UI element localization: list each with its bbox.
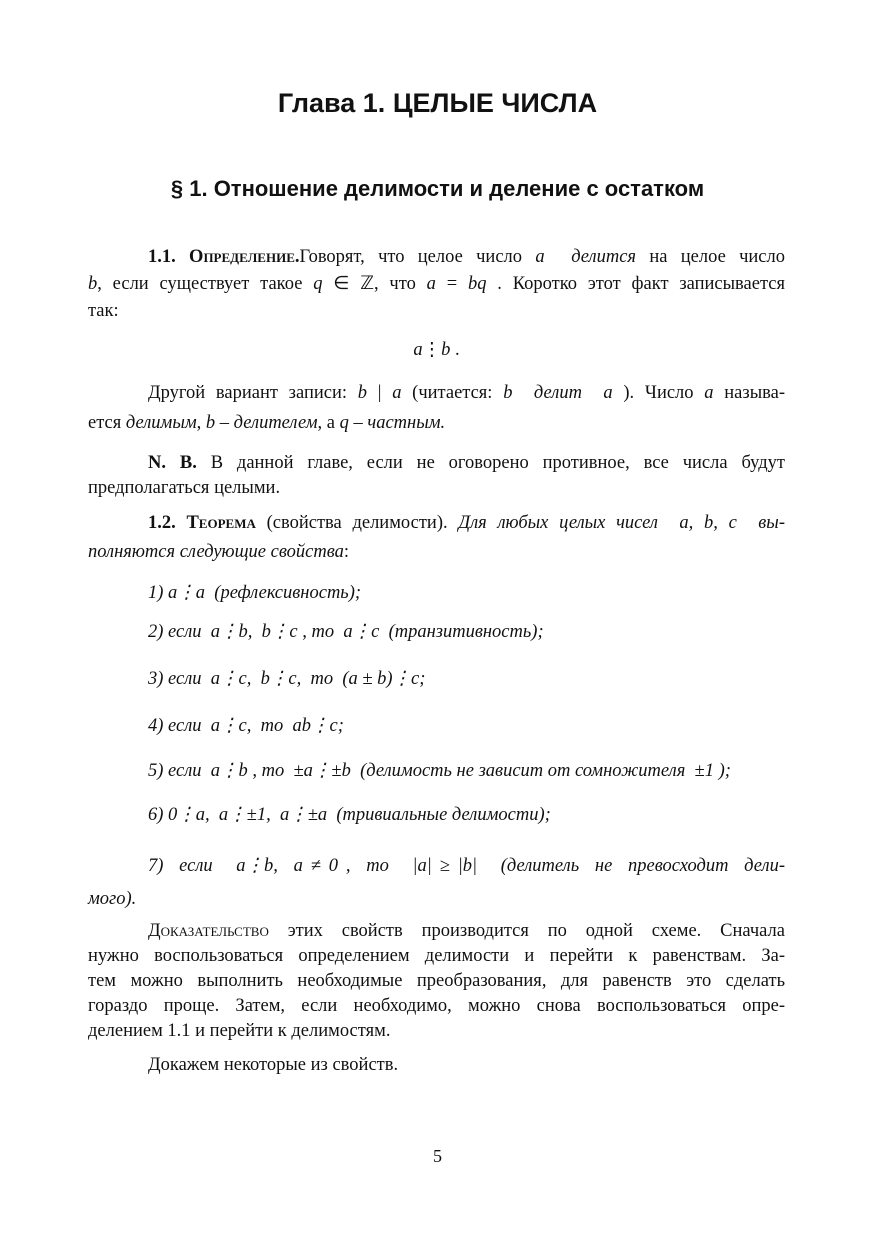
text-segment: a bbox=[413, 340, 423, 360]
text-line bbox=[88, 883, 785, 916]
text-segment: Для любых целых чисел a, b, c вы- bbox=[458, 513, 785, 533]
text-segment: = bbox=[435, 274, 468, 294]
text-line bbox=[88, 969, 785, 994]
text-segment: b bbox=[357, 383, 367, 403]
text-segment: b bbox=[441, 340, 451, 360]
text-segment: (читается: bbox=[401, 383, 504, 403]
text-segment: 1.2. Теорема bbox=[148, 513, 256, 533]
section-title: § 1. Отношение делимости и деление с остатком bbox=[170, 176, 705, 201]
text-segment: называ- bbox=[713, 383, 785, 403]
text-segment: делимым bbox=[125, 413, 197, 433]
text-segment: Другой вариант записи: bbox=[148, 383, 358, 403]
text-segment: полняются следующие свойства bbox=[88, 542, 344, 562]
text-line bbox=[88, 802, 785, 829]
theorem-1-2 bbox=[88, 509, 785, 567]
text-segment: q bbox=[339, 413, 349, 433]
text-line bbox=[88, 509, 785, 538]
text-segment: , bbox=[196, 413, 206, 433]
text-segment: – делителем bbox=[215, 413, 318, 433]
text-segment: | bbox=[367, 383, 393, 403]
text-segment: ∈ ℤ, что bbox=[322, 274, 427, 294]
text-segment: предполагаться целыми. bbox=[88, 478, 281, 498]
text-line bbox=[88, 337, 785, 364]
text-line bbox=[88, 476, 785, 501]
proof-remark bbox=[88, 919, 785, 1044]
text-line bbox=[88, 538, 785, 567]
text-segment: . Коротко этот факт записывается bbox=[486, 274, 785, 294]
text-segment: тем можно выполнить необходимые преобразования, для равенств это сделать bbox=[88, 971, 785, 991]
text-line bbox=[88, 994, 785, 1019]
text-line bbox=[88, 713, 785, 740]
text-line bbox=[88, 919, 785, 944]
text-segment: на целое число bbox=[636, 247, 785, 267]
text-segment: q bbox=[313, 274, 323, 294]
text-segment: 3) если a⋮c, b⋮c, то (a ± b)⋮c; bbox=[148, 669, 426, 689]
text-line bbox=[88, 850, 785, 883]
text-segment: 6) 0⋮a, a⋮±1, a⋮±a (тривиальные делимости); bbox=[148, 805, 551, 825]
chapter-title: Глава 1. ЦЕЛЫЕ ЧИСЛА bbox=[277, 88, 598, 118]
text-segment: , а bbox=[317, 413, 340, 433]
property-6 bbox=[88, 802, 785, 829]
text-segment: Говорят, что целое число bbox=[299, 247, 536, 267]
text-line bbox=[88, 298, 785, 325]
text-segment: bq bbox=[467, 274, 487, 294]
property-4 bbox=[88, 713, 785, 740]
property-2 bbox=[88, 619, 785, 646]
alt-notation bbox=[88, 378, 785, 438]
text-segment: N. B. bbox=[148, 453, 197, 473]
text-line bbox=[88, 619, 785, 646]
text-segment: 1.1. Определение. bbox=[148, 247, 300, 267]
text-segment: , если существует такое bbox=[97, 274, 314, 294]
text-segment: 7) если a⋮b, a ≠ 0 , то |a| ≥ |b| (делитель не превосходит дели- bbox=[148, 856, 785, 876]
text-line bbox=[88, 1053, 785, 1078]
text-line bbox=[88, 666, 785, 693]
text-segment: a bbox=[392, 383, 402, 403]
text-segment: b делит a bbox=[503, 383, 613, 403]
text-segment: Доказательство bbox=[148, 921, 269, 941]
formula-a-div-b bbox=[88, 337, 785, 364]
text-segment: a bbox=[704, 383, 714, 403]
text-segment: 5) если a⋮b , то ±a⋮±b (делимость не зависит от сомножителя ±1 ); bbox=[148, 761, 731, 781]
text-segment: Докажем некоторые из свойств. bbox=[148, 1055, 399, 1075]
text-segment: ⋮ bbox=[422, 340, 442, 360]
text-segment: : bbox=[343, 542, 349, 562]
text-segment: a bbox=[426, 274, 436, 294]
text-line bbox=[88, 944, 785, 969]
text-line bbox=[88, 451, 785, 476]
text-segment: 2) если a⋮b, b⋮c , то a⋮c (транзитивность); bbox=[148, 622, 544, 642]
text-segment: делится bbox=[544, 247, 637, 267]
text-segment: гораздо проще. Затем, если необходимо, можно снова воспользоваться опре- bbox=[88, 996, 785, 1016]
text-segment: (свойства делимости). bbox=[255, 513, 459, 533]
property-7 bbox=[88, 850, 785, 916]
text-segment: 1) a⋮a (рефлексивность); bbox=[148, 583, 362, 603]
text-line bbox=[88, 758, 785, 785]
text-segment: так: bbox=[88, 301, 119, 321]
text-segment: a bbox=[535, 247, 545, 267]
text-segment: делением 1.1 и перейти к делимостям. bbox=[88, 1021, 391, 1041]
text-segment: мого). bbox=[88, 889, 137, 909]
definition-1-1 bbox=[88, 244, 785, 325]
text-segment: нужно воспользоваться определением делимости и перейти к равенствам. За- bbox=[88, 946, 785, 966]
text-segment: b bbox=[88, 274, 98, 294]
text-segment: этих свойств производится по одной схеме. Сначала bbox=[268, 921, 785, 941]
text-segment: – частным. bbox=[348, 413, 446, 433]
nota-bene bbox=[88, 451, 785, 501]
text-segment: . bbox=[450, 340, 460, 360]
text-segment: ). Число bbox=[612, 383, 705, 403]
text-line bbox=[88, 378, 785, 408]
property-1 bbox=[88, 580, 785, 607]
text-line bbox=[88, 1019, 785, 1044]
text-segment: b bbox=[205, 413, 216, 433]
text-line bbox=[88, 244, 785, 271]
property-5 bbox=[88, 758, 785, 785]
text-segment: 4) если a⋮c, то ab⋮c; bbox=[148, 716, 344, 736]
text-segment: ется bbox=[88, 413, 126, 433]
text-line bbox=[88, 580, 785, 607]
text-line bbox=[88, 408, 785, 438]
page-number: 5 bbox=[433, 1146, 442, 1166]
text-line bbox=[88, 271, 785, 298]
proof-intro bbox=[88, 1053, 785, 1078]
text-segment: В данной главе, если не оговорено противное, все числа будут bbox=[196, 453, 785, 473]
property-3 bbox=[88, 666, 785, 693]
